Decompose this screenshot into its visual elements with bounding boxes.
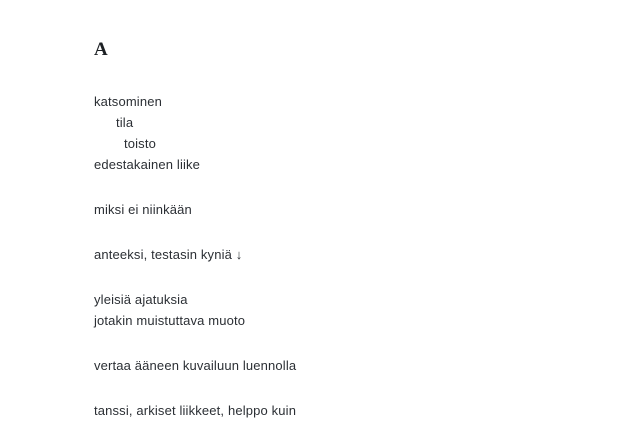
text-line: katsominen bbox=[94, 93, 162, 109]
text-line: toisto bbox=[124, 135, 156, 151]
text-line: anteeksi, testasin kyniä ↓ bbox=[94, 246, 243, 262]
text-line: edestakainen liike bbox=[94, 156, 201, 172]
text-line: tanssi, arkiset liikkeet, helppo kuin bbox=[94, 402, 297, 418]
text-block bbox=[94, 199, 564, 220]
text-line: miksi ei niinkään bbox=[94, 201, 192, 217]
text-line: yleisiä ajatuksia bbox=[94, 291, 188, 307]
text-block bbox=[94, 244, 564, 265]
page-title: A bbox=[94, 39, 109, 60]
text-block bbox=[94, 400, 564, 421]
text-line: vertaa ääneen kuvailuun luennolla bbox=[94, 357, 297, 373]
document-body bbox=[94, 40, 564, 445]
text-blocks bbox=[94, 91, 564, 421]
text-block bbox=[94, 355, 564, 376]
text-line: tila bbox=[116, 114, 134, 130]
text-line: jotakin muistuttava muoto bbox=[94, 312, 246, 328]
text-block bbox=[94, 289, 564, 331]
text-block bbox=[94, 91, 564, 175]
